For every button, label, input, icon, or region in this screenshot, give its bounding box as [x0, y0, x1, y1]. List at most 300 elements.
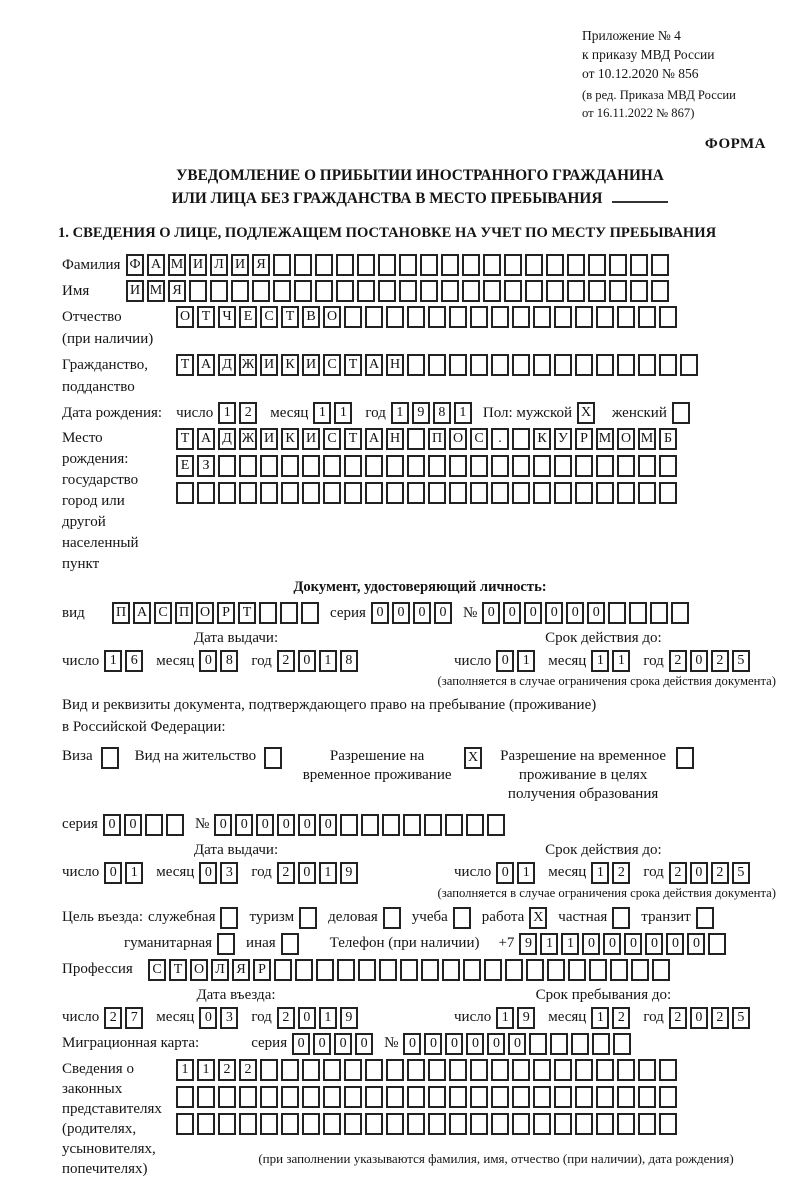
- char-cell[interactable]: [220, 907, 238, 929]
- char-cell[interactable]: Р: [253, 959, 271, 981]
- char-cell[interactable]: [470, 1086, 488, 1108]
- char-cell[interactable]: 0: [434, 602, 452, 624]
- char-cell[interactable]: 0: [298, 862, 316, 884]
- char-cell[interactable]: 1: [561, 933, 579, 955]
- char-cell[interactable]: 9: [412, 402, 430, 424]
- char-cell[interactable]: [407, 1113, 425, 1135]
- char-cell[interactable]: 0: [292, 1033, 310, 1055]
- char-cell[interactable]: [470, 1113, 488, 1135]
- char-cell[interactable]: 0: [334, 1033, 352, 1055]
- char-cell[interactable]: [617, 306, 635, 328]
- char-cell[interactable]: 9: [519, 933, 537, 955]
- char-cell[interactable]: [218, 1086, 236, 1108]
- char-cell[interactable]: 0: [413, 602, 431, 624]
- char-cell[interactable]: [466, 814, 484, 836]
- char-cell[interactable]: Е: [239, 306, 257, 328]
- char-cell[interactable]: [596, 1059, 614, 1081]
- char-cell[interactable]: 9: [340, 862, 358, 884]
- char-cell[interactable]: [533, 1059, 551, 1081]
- char-cell[interactable]: 0: [104, 862, 122, 884]
- char-cell[interactable]: [575, 1059, 593, 1081]
- char-cell[interactable]: [554, 455, 572, 477]
- char-cell[interactable]: [568, 959, 586, 981]
- char-cell[interactable]: Р: [217, 602, 235, 624]
- char-cell[interactable]: [400, 959, 418, 981]
- char-cell[interactable]: 5: [732, 862, 750, 884]
- char-cell[interactable]: 8: [220, 650, 238, 672]
- char-cell[interactable]: А: [365, 354, 383, 376]
- char-cell[interactable]: [428, 482, 446, 504]
- char-cell[interactable]: С: [323, 428, 341, 450]
- char-cell[interactable]: [260, 1113, 278, 1135]
- char-cell[interactable]: [217, 933, 235, 955]
- char-cell[interactable]: 6: [125, 650, 143, 672]
- char-cell[interactable]: [273, 280, 291, 302]
- char-cell[interactable]: [696, 907, 714, 929]
- char-cell[interactable]: [449, 482, 467, 504]
- char-cell[interactable]: [428, 1086, 446, 1108]
- char-cell[interactable]: [344, 482, 362, 504]
- char-cell[interactable]: Ж: [239, 354, 257, 376]
- char-cell[interactable]: [281, 455, 299, 477]
- char-cell[interactable]: 0: [645, 933, 663, 955]
- char-cell[interactable]: [441, 254, 459, 276]
- char-cell[interactable]: [281, 933, 299, 955]
- char-cell[interactable]: [617, 1059, 635, 1081]
- char-cell[interactable]: 0: [199, 1007, 217, 1029]
- char-cell[interactable]: М: [168, 254, 186, 276]
- char-cell[interactable]: [449, 455, 467, 477]
- char-cell[interactable]: [487, 814, 505, 836]
- char-cell[interactable]: 1: [540, 933, 558, 955]
- char-cell[interactable]: 0: [199, 650, 217, 672]
- char-cell[interactable]: [344, 455, 362, 477]
- char-cell[interactable]: 0: [445, 1033, 463, 1055]
- char-cell[interactable]: [512, 1059, 530, 1081]
- char-cell[interactable]: X: [577, 402, 595, 424]
- char-cell[interactable]: [491, 482, 509, 504]
- char-cell[interactable]: [428, 306, 446, 328]
- char-cell[interactable]: А: [365, 428, 383, 450]
- char-cell[interactable]: М: [638, 428, 656, 450]
- char-cell[interactable]: [386, 1086, 404, 1108]
- char-cell[interactable]: О: [176, 306, 194, 328]
- char-cell[interactable]: 2: [669, 1007, 687, 1029]
- char-cell[interactable]: [491, 1086, 509, 1108]
- char-cell[interactable]: [630, 280, 648, 302]
- char-cell[interactable]: [680, 354, 698, 376]
- char-cell[interactable]: [512, 482, 530, 504]
- char-cell[interactable]: [407, 354, 425, 376]
- char-cell[interactable]: [470, 354, 488, 376]
- char-cell[interactable]: 3: [220, 862, 238, 884]
- char-cell[interactable]: [491, 306, 509, 328]
- char-cell[interactable]: Т: [281, 306, 299, 328]
- char-cell[interactable]: [449, 1059, 467, 1081]
- char-cell[interactable]: [659, 455, 677, 477]
- char-cell[interactable]: [340, 814, 358, 836]
- char-cell[interactable]: [617, 354, 635, 376]
- char-cell[interactable]: 2: [277, 1007, 295, 1029]
- char-cell[interactable]: [260, 482, 278, 504]
- char-cell[interactable]: [596, 306, 614, 328]
- char-cell[interactable]: [428, 455, 446, 477]
- char-cell[interactable]: [145, 814, 163, 836]
- char-cell[interactable]: 0: [371, 602, 389, 624]
- char-cell[interactable]: С: [154, 602, 172, 624]
- char-cell[interactable]: [239, 1086, 257, 1108]
- char-cell[interactable]: М: [596, 428, 614, 450]
- char-cell[interactable]: [336, 254, 354, 276]
- char-cell[interactable]: [315, 280, 333, 302]
- char-cell[interactable]: У: [554, 428, 572, 450]
- char-cell[interactable]: [407, 428, 425, 450]
- char-cell[interactable]: [378, 254, 396, 276]
- char-cell[interactable]: О: [190, 959, 208, 981]
- char-cell[interactable]: [463, 959, 481, 981]
- char-cell[interactable]: 1: [319, 862, 337, 884]
- char-cell[interactable]: [442, 959, 460, 981]
- char-cell[interactable]: [484, 959, 502, 981]
- char-cell[interactable]: [638, 1059, 656, 1081]
- char-cell[interactable]: 0: [508, 1033, 526, 1055]
- char-cell[interactable]: К: [533, 428, 551, 450]
- char-cell[interactable]: 0: [355, 1033, 373, 1055]
- char-cell[interactable]: В: [302, 306, 320, 328]
- char-cell[interactable]: И: [189, 254, 207, 276]
- char-cell[interactable]: Н: [386, 428, 404, 450]
- char-cell[interactable]: [676, 747, 694, 769]
- char-cell[interactable]: [491, 1113, 509, 1135]
- char-cell[interactable]: [575, 482, 593, 504]
- char-cell[interactable]: [252, 280, 270, 302]
- char-cell[interactable]: [554, 482, 572, 504]
- char-cell[interactable]: [504, 280, 522, 302]
- char-cell[interactable]: 1: [591, 1007, 609, 1029]
- char-cell[interactable]: 1: [612, 650, 630, 672]
- char-cell[interactable]: [708, 933, 726, 955]
- char-cell[interactable]: [638, 482, 656, 504]
- char-cell[interactable]: [197, 1113, 215, 1135]
- char-cell[interactable]: [554, 1086, 572, 1108]
- char-cell[interactable]: 2: [239, 1059, 257, 1081]
- char-cell[interactable]: [295, 959, 313, 981]
- char-cell[interactable]: [650, 602, 668, 624]
- char-cell[interactable]: 0: [587, 602, 605, 624]
- char-cell[interactable]: [101, 747, 119, 769]
- char-cell[interactable]: [323, 482, 341, 504]
- char-cell[interactable]: 1: [218, 402, 236, 424]
- char-cell[interactable]: [189, 280, 207, 302]
- char-cell[interactable]: 2: [239, 402, 257, 424]
- char-cell[interactable]: Е: [176, 455, 194, 477]
- char-cell[interactable]: 0: [690, 1007, 708, 1029]
- char-cell[interactable]: 0: [319, 814, 337, 836]
- char-cell[interactable]: [365, 455, 383, 477]
- char-cell[interactable]: [403, 814, 421, 836]
- char-cell[interactable]: 1: [517, 862, 535, 884]
- char-cell[interactable]: [357, 280, 375, 302]
- char-cell[interactable]: [218, 482, 236, 504]
- char-cell[interactable]: [407, 1086, 425, 1108]
- char-cell[interactable]: И: [260, 354, 278, 376]
- char-cell[interactable]: X: [529, 907, 547, 929]
- char-cell[interactable]: 1: [517, 650, 535, 672]
- char-cell[interactable]: 0: [687, 933, 705, 955]
- char-cell[interactable]: Т: [176, 428, 194, 450]
- char-cell[interactable]: [554, 306, 572, 328]
- char-cell[interactable]: [365, 306, 383, 328]
- char-cell[interactable]: 8: [340, 650, 358, 672]
- char-cell[interactable]: [176, 482, 194, 504]
- char-cell[interactable]: [281, 482, 299, 504]
- char-cell[interactable]: И: [126, 280, 144, 302]
- char-cell[interactable]: 0: [256, 814, 274, 836]
- char-cell[interactable]: А: [147, 254, 165, 276]
- char-cell[interactable]: [638, 306, 656, 328]
- char-cell[interactable]: [470, 306, 488, 328]
- char-cell[interactable]: [323, 1113, 341, 1135]
- char-cell[interactable]: [608, 602, 626, 624]
- char-cell[interactable]: [260, 1086, 278, 1108]
- char-cell[interactable]: [260, 1059, 278, 1081]
- char-cell[interactable]: [638, 455, 656, 477]
- char-cell[interactable]: 0: [503, 602, 521, 624]
- char-cell[interactable]: Т: [169, 959, 187, 981]
- char-cell[interactable]: 1: [591, 862, 609, 884]
- char-cell[interactable]: [239, 455, 257, 477]
- char-cell[interactable]: [470, 455, 488, 477]
- char-cell[interactable]: [631, 959, 649, 981]
- char-cell[interactable]: [302, 1113, 320, 1135]
- char-cell[interactable]: [337, 959, 355, 981]
- char-cell[interactable]: [336, 280, 354, 302]
- char-cell[interactable]: [382, 814, 400, 836]
- char-cell[interactable]: [596, 354, 614, 376]
- char-cell[interactable]: [428, 354, 446, 376]
- char-cell[interactable]: 2: [218, 1059, 236, 1081]
- char-cell[interactable]: К: [281, 428, 299, 450]
- char-cell[interactable]: Т: [344, 428, 362, 450]
- char-cell[interactable]: [533, 1113, 551, 1135]
- char-cell[interactable]: [231, 280, 249, 302]
- char-cell[interactable]: [659, 354, 677, 376]
- char-cell[interactable]: [420, 280, 438, 302]
- char-cell[interactable]: [575, 1113, 593, 1135]
- char-cell[interactable]: 7: [125, 1007, 143, 1029]
- char-cell[interactable]: 2: [711, 650, 729, 672]
- char-cell[interactable]: [259, 602, 277, 624]
- char-cell[interactable]: [629, 602, 647, 624]
- char-cell[interactable]: [420, 254, 438, 276]
- char-cell[interactable]: 0: [487, 1033, 505, 1055]
- char-cell[interactable]: Н: [386, 354, 404, 376]
- char-cell[interactable]: [358, 959, 376, 981]
- char-cell[interactable]: 2: [711, 1007, 729, 1029]
- char-cell[interactable]: [546, 254, 564, 276]
- char-cell[interactable]: 1: [319, 650, 337, 672]
- char-cell[interactable]: [361, 814, 379, 836]
- char-cell[interactable]: [441, 280, 459, 302]
- char-cell[interactable]: 0: [690, 650, 708, 672]
- char-cell[interactable]: [302, 482, 320, 504]
- char-cell[interactable]: 2: [277, 650, 295, 672]
- char-cell[interactable]: 0: [624, 933, 642, 955]
- char-cell[interactable]: [197, 1086, 215, 1108]
- char-cell[interactable]: [383, 907, 401, 929]
- char-cell[interactable]: 1: [391, 402, 409, 424]
- char-cell[interactable]: [462, 280, 480, 302]
- char-cell[interactable]: [378, 280, 396, 302]
- char-cell[interactable]: 1: [313, 402, 331, 424]
- char-cell[interactable]: X: [464, 747, 482, 769]
- char-cell[interactable]: [525, 280, 543, 302]
- char-cell[interactable]: 9: [340, 1007, 358, 1029]
- char-cell[interactable]: 0: [403, 1033, 421, 1055]
- char-cell[interactable]: [638, 354, 656, 376]
- char-cell[interactable]: [176, 1086, 194, 1108]
- char-cell[interactable]: 0: [424, 1033, 442, 1055]
- char-cell[interactable]: [386, 1059, 404, 1081]
- char-cell[interactable]: [301, 602, 319, 624]
- char-cell[interactable]: 1: [125, 862, 143, 884]
- char-cell[interactable]: 1: [334, 402, 352, 424]
- char-cell[interactable]: [550, 1033, 568, 1055]
- char-cell[interactable]: [315, 254, 333, 276]
- char-cell[interactable]: [449, 354, 467, 376]
- char-cell[interactable]: Ж: [239, 428, 257, 450]
- char-cell[interactable]: [424, 814, 442, 836]
- char-cell[interactable]: [273, 254, 291, 276]
- char-cell[interactable]: П: [428, 428, 446, 450]
- char-cell[interactable]: [651, 254, 669, 276]
- char-cell[interactable]: Я: [168, 280, 186, 302]
- char-cell[interactable]: .: [491, 428, 509, 450]
- char-cell[interactable]: [596, 482, 614, 504]
- char-cell[interactable]: [652, 959, 670, 981]
- char-cell[interactable]: [294, 280, 312, 302]
- char-cell[interactable]: [638, 1113, 656, 1135]
- char-cell[interactable]: 0: [566, 602, 584, 624]
- char-cell[interactable]: [596, 1086, 614, 1108]
- char-cell[interactable]: [386, 1113, 404, 1135]
- char-cell[interactable]: [567, 280, 585, 302]
- char-cell[interactable]: [617, 1086, 635, 1108]
- char-cell[interactable]: [316, 959, 334, 981]
- char-cell[interactable]: 0: [298, 1007, 316, 1029]
- char-cell[interactable]: Я: [232, 959, 250, 981]
- char-cell[interactable]: [533, 354, 551, 376]
- char-cell[interactable]: Ф: [126, 254, 144, 276]
- char-cell[interactable]: [281, 1086, 299, 1108]
- char-cell[interactable]: [609, 280, 627, 302]
- char-cell[interactable]: [365, 482, 383, 504]
- char-cell[interactable]: К: [281, 354, 299, 376]
- char-cell[interactable]: 0: [466, 1033, 484, 1055]
- char-cell[interactable]: И: [231, 254, 249, 276]
- char-cell[interactable]: [323, 1086, 341, 1108]
- char-cell[interactable]: Б: [659, 428, 677, 450]
- char-cell[interactable]: [449, 1086, 467, 1108]
- char-cell[interactable]: А: [133, 602, 151, 624]
- char-cell[interactable]: [453, 907, 471, 929]
- char-cell[interactable]: [554, 1113, 572, 1135]
- char-cell[interactable]: [554, 1059, 572, 1081]
- char-cell[interactable]: [554, 354, 572, 376]
- char-cell[interactable]: [294, 254, 312, 276]
- char-cell[interactable]: 1: [197, 1059, 215, 1081]
- char-cell[interactable]: 0: [496, 862, 514, 884]
- char-cell[interactable]: [671, 602, 689, 624]
- char-cell[interactable]: [659, 482, 677, 504]
- char-cell[interactable]: [512, 455, 530, 477]
- char-cell[interactable]: 0: [582, 933, 600, 955]
- char-cell[interactable]: [386, 306, 404, 328]
- char-cell[interactable]: [386, 482, 404, 504]
- char-cell[interactable]: [365, 1113, 383, 1135]
- char-cell[interactable]: [449, 1113, 467, 1135]
- char-cell[interactable]: [526, 959, 544, 981]
- char-cell[interactable]: 0: [313, 1033, 331, 1055]
- char-cell[interactable]: [445, 814, 463, 836]
- char-cell[interactable]: [218, 1113, 236, 1135]
- char-cell[interactable]: 2: [612, 862, 630, 884]
- char-cell[interactable]: [512, 1086, 530, 1108]
- char-cell[interactable]: [407, 1059, 425, 1081]
- char-cell[interactable]: [176, 1113, 194, 1135]
- char-cell[interactable]: [672, 402, 690, 424]
- char-cell[interactable]: 0: [277, 814, 295, 836]
- char-cell[interactable]: З: [197, 455, 215, 477]
- char-cell[interactable]: С: [470, 428, 488, 450]
- char-cell[interactable]: [280, 602, 298, 624]
- char-cell[interactable]: Д: [218, 354, 236, 376]
- char-cell[interactable]: [659, 1086, 677, 1108]
- char-cell[interactable]: [274, 959, 292, 981]
- char-cell[interactable]: 0: [690, 862, 708, 884]
- char-cell[interactable]: [302, 1059, 320, 1081]
- char-cell[interactable]: [588, 254, 606, 276]
- char-cell[interactable]: [281, 1113, 299, 1135]
- char-cell[interactable]: Т: [238, 602, 256, 624]
- char-cell[interactable]: [596, 455, 614, 477]
- char-cell[interactable]: [617, 455, 635, 477]
- char-cell[interactable]: 1: [319, 1007, 337, 1029]
- char-cell[interactable]: 1: [176, 1059, 194, 1081]
- char-cell[interactable]: 5: [732, 650, 750, 672]
- char-cell[interactable]: 2: [669, 862, 687, 884]
- char-cell[interactable]: [210, 280, 228, 302]
- char-cell[interactable]: А: [197, 354, 215, 376]
- char-cell[interactable]: 0: [496, 650, 514, 672]
- char-cell[interactable]: [491, 354, 509, 376]
- char-cell[interactable]: [260, 455, 278, 477]
- char-cell[interactable]: [421, 959, 439, 981]
- char-cell[interactable]: [323, 455, 341, 477]
- char-cell[interactable]: [264, 747, 282, 769]
- char-cell[interactable]: [483, 254, 501, 276]
- char-cell[interactable]: 5: [732, 1007, 750, 1029]
- char-cell[interactable]: О: [449, 428, 467, 450]
- char-cell[interactable]: [638, 1086, 656, 1108]
- char-cell[interactable]: 0: [298, 814, 316, 836]
- char-cell[interactable]: [344, 1059, 362, 1081]
- char-cell[interactable]: 0: [214, 814, 232, 836]
- char-cell[interactable]: 1: [496, 1007, 514, 1029]
- char-cell[interactable]: [470, 1059, 488, 1081]
- char-cell[interactable]: [575, 1086, 593, 1108]
- char-cell[interactable]: Т: [344, 354, 362, 376]
